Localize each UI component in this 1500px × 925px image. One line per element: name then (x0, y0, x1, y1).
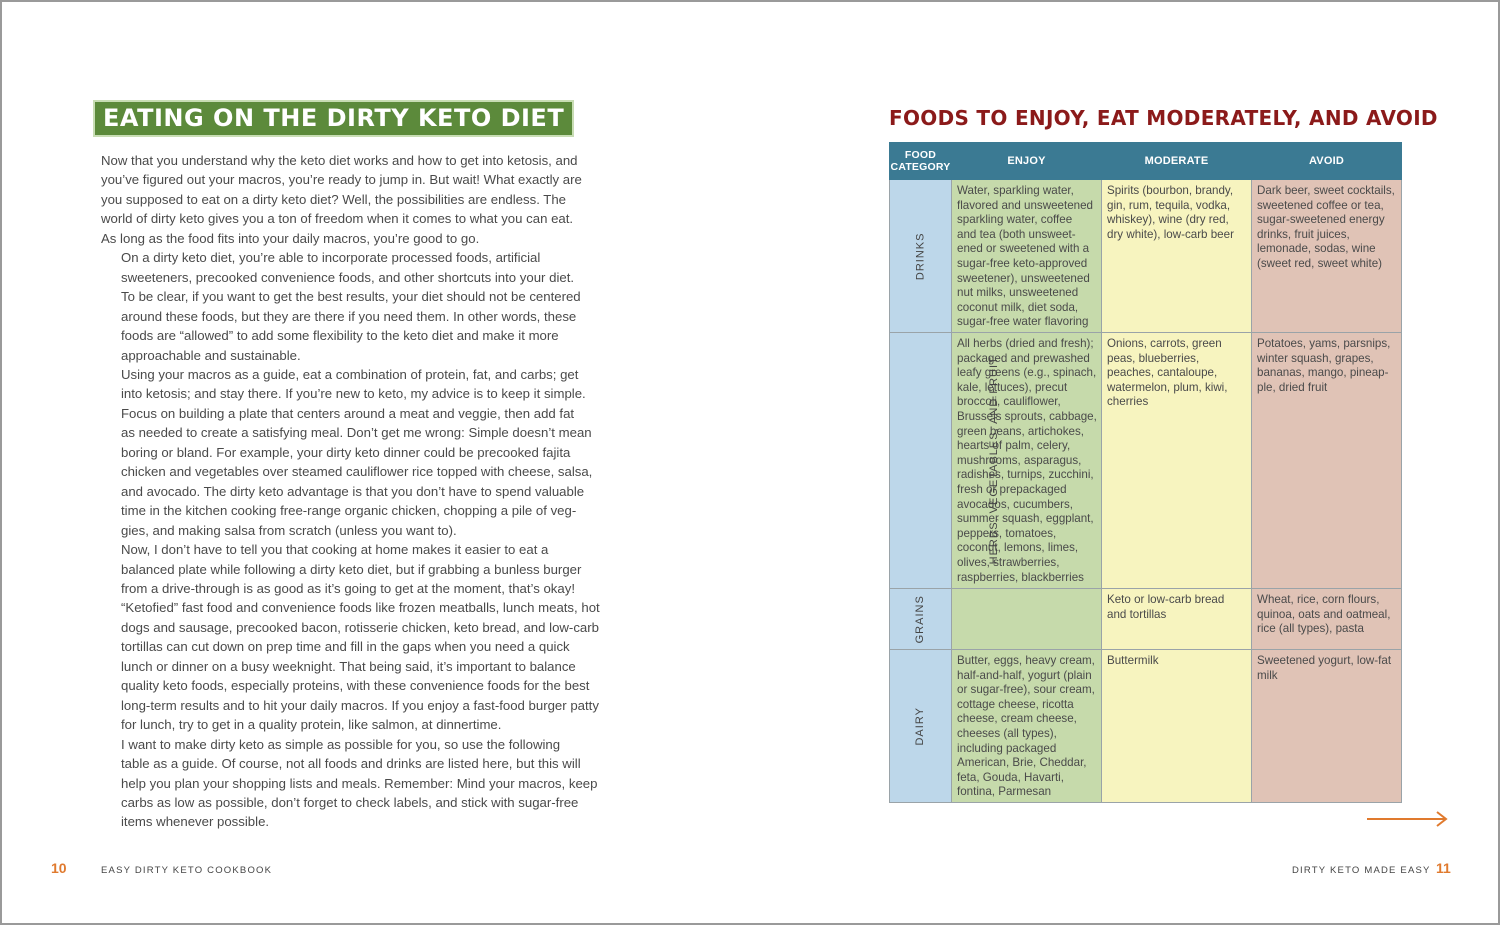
enjoy-line: cottage cheese, ricotta (957, 697, 1074, 711)
body-line: “Ketofied” fast food and convenience foods like frozen meatballs, lunch meats, hot (121, 600, 600, 616)
moderate-line: Keto or low-carb bread (1107, 593, 1225, 606)
avoid-line: lemonade, sodas, wine (1257, 242, 1376, 256)
enjoy-line: cheeses (all types), (957, 726, 1057, 740)
body-line: To be clear, if you want to get the best results, your diet should not be centered (121, 289, 581, 305)
category-cell (890, 650, 952, 803)
body-line: foods are “allowed” to add some flexibility to the keto diet and make it more (121, 328, 559, 344)
moderate-line: cherries (1107, 395, 1149, 409)
moderate-line: gin, rum, tequila, vodka, (1107, 198, 1231, 212)
enjoy-line: cheese, cream cheese, (957, 712, 1077, 726)
avoid-cell (1252, 180, 1402, 333)
enjoy-line: hearts of palm, celery, (957, 439, 1071, 453)
moderate-line: dry white), low-carb beer (1107, 227, 1234, 241)
moderate-line: Onions, carrots, green (1107, 337, 1222, 350)
enjoy-line: half-and-half, yogurt (plain (957, 668, 1092, 682)
body-line: table as a guide. Of course, not all foods and drinks are listed here, but this will (121, 756, 581, 772)
category-label: HERBS, VEGETABLES, AND FRUIT (987, 356, 1000, 565)
page-number-right: 11 (1436, 860, 1451, 876)
enjoy-line: Brussels sprouts, cabbage, (957, 409, 1097, 423)
enjoy-line: avocados, cucumbers, (957, 497, 1073, 511)
moderate-cell (1102, 650, 1252, 803)
body-line: from a drive-through is as good as it’s going to get at the moment, that’s okay! (121, 580, 575, 596)
header-moderate: MODERATE (1102, 143, 1252, 180)
body-line: for lunch, try to get in a quality protein, like salmon, at dinnertime. (121, 717, 502, 733)
header-food-category-line2: CATEGORY (890, 161, 951, 173)
avoid-line: Dark beer, sweet cocktails, (1257, 184, 1395, 197)
body-line: into ketosis; and stay there. If you’re new to keto, my advice is to keep it simple. (121, 386, 586, 402)
body-line: Focus on building a plate that centers around a meat and veggie, then add fat (121, 405, 575, 421)
moderate-line: Spirits (bourbon, brandy, (1107, 184, 1234, 197)
category-cell (890, 333, 1000, 589)
avoid-line: Potatoes, yams, parsnips, (1257, 337, 1391, 350)
body-line: time in the kitchen cooking free-range organic chicken, chopping a pile of veg- (121, 503, 577, 519)
moderate-line: peaches, cantaloupe, (1107, 366, 1218, 380)
enjoy-cell (952, 589, 1102, 650)
table-header-row (890, 143, 1402, 180)
body-line: boring or bland. For example, your dirty keto dinner could be precooked fajita (121, 444, 571, 460)
table-row (890, 333, 1402, 589)
left-page-body (101, 151, 615, 832)
enjoy-line: feta, Gouda, Havarti, (957, 770, 1064, 784)
enjoy-line: including packaged (957, 741, 1057, 755)
category-label: GRAINS (914, 594, 927, 644)
body-line: Now, I don’t have to tell you that cooking at home makes it easier to eat a (121, 542, 549, 558)
enjoy-line: sparkling water, coffee (957, 213, 1073, 227)
running-title-right: DIRTY KETO MADE EASY (1292, 865, 1431, 876)
category-cell (890, 180, 952, 333)
body-line: help you plan your shopping lists and meals. Remember: Mind your macros, keep (121, 775, 598, 791)
table-row (890, 180, 1402, 333)
avoid-line: rice (all types), pasta (1257, 622, 1364, 636)
enjoy-line: ened or sweetened with a (957, 242, 1090, 256)
page-number-left: 10 (51, 860, 67, 876)
body-line: Now that you understand why the keto diet works and how to get into ketosis, and (101, 153, 578, 168)
body-line: and avocado. The dirty keto advantage is that you don’t have to spend valuable (121, 483, 585, 499)
moderate-cell (1102, 180, 1252, 333)
enjoy-line: kale, lettuces), precut (957, 380, 1068, 394)
avoid-cell (1252, 333, 1402, 589)
body-paragraph (101, 151, 615, 248)
body-line: long-term results and to hit your daily macros. If you enjoy a fast-food burger patty (121, 697, 599, 713)
body-paragraph (101, 540, 615, 735)
body-line: chicken and vegetables over steamed cauliflower rice topped with cheese, salsa, (121, 464, 593, 480)
avoid-cell (1252, 589, 1402, 650)
enjoy-line: and tea (both unsweet- (957, 227, 1076, 241)
avoid-line: winter squash, grapes, (1257, 351, 1374, 365)
avoid-cell (1252, 650, 1402, 803)
right-arrow-icon (1367, 810, 1449, 828)
body-line: sweeteners, precooked convenience foods, and other shortcuts into your diet. (121, 269, 575, 285)
avoid-line: sugar-sweetened energy (1257, 213, 1385, 227)
enjoy-line: green beans, artichokes, (957, 424, 1084, 438)
moderate-cell (1102, 333, 1252, 589)
body-line: you supposed to eat on a dirty keto diet? Well, the possibilities are endless. The (101, 191, 567, 207)
moderate-line: watermelon, plum, kiwi, (1107, 380, 1228, 394)
body-line: world of dirty keto gives you a ton of freedom when it comes to what you can eat. (101, 211, 574, 227)
moderate-line: whiskey), wine (dry red, (1107, 213, 1229, 227)
enjoy-line: All herbs (dried and fresh); (957, 337, 1094, 350)
header-food-category-line1: FOOD (904, 149, 937, 161)
enjoy-line: Water, sparkling water, (957, 184, 1074, 197)
enjoy-line: leafy greens (e.g., spinach, (957, 366, 1097, 380)
enjoy-line: fresh or prepackaged (957, 482, 1067, 496)
table-row (890, 650, 1402, 803)
enjoy-line: sweetener), unsweetened (957, 271, 1090, 285)
body-line: approachable and sustainable. (121, 347, 301, 363)
category-label: DRINKS (914, 232, 927, 280)
body-line: Using your macros as a guide, eat a combination of protein, fat, and carbs; get (121, 366, 579, 382)
moderate-line: peas, blueberries, (1107, 351, 1200, 365)
enjoy-line: nut milks, unsweetened (957, 286, 1079, 300)
enjoy-line: packaged and prewashed (957, 351, 1090, 365)
moderate-line: Buttermilk (1107, 654, 1159, 667)
enjoy-cell (952, 333, 1102, 589)
body-line: carbs as low as possible, don’t forget to check labels, and stick with sugar-free (121, 794, 579, 810)
running-title-left: EASY DIRTY KETO COOKBOOK (101, 865, 273, 876)
enjoy-line: sugar-free water flavoring (957, 315, 1089, 329)
body-line: balanced plate while following a dirty keto diet, but if grabbing a bunless burger (121, 561, 582, 577)
enjoy-line: flavored and unsweetened (957, 198, 1094, 212)
avoid-line: milk (1257, 668, 1278, 682)
enjoy-line: coconut, lemons, limes, (957, 541, 1079, 555)
category-cell (890, 589, 952, 650)
header-avoid: AVOID (1252, 143, 1402, 180)
body-line: items whenever possible. (121, 814, 270, 830)
body-line: As long as the food fits into your daily macros, you’re good to go. (101, 230, 480, 246)
enjoy-line: American, Brie, Cheddar, (957, 756, 1087, 770)
body-line: you’ve figured out your macros, you’re ready to jump in. But wait! What exactly are (101, 172, 582, 188)
left-page-heading: EATING ON THE DIRTY KETO DIET (93, 100, 574, 137)
table-row (890, 589, 1402, 650)
category-label: DAIRY (914, 706, 927, 746)
avoid-line: bananas, mango, pineap- (1257, 366, 1389, 380)
avoid-line: Wheat, rice, corn flours, (1257, 593, 1380, 606)
body-line: tortillas can cut down on prep time and fill in the gaps when you need a quick (121, 639, 570, 655)
right-page-heading: FOODS TO ENJOY, EAT MODERATELY, AND AVOID (889, 106, 1438, 130)
body-line: around these foods, but they are there if you need them. In other words, these (121, 308, 577, 324)
body-paragraph (101, 735, 615, 832)
body-line: lunch or dinner on a busy weeknight. That being said, it’s important to balance (121, 658, 576, 674)
body-paragraph (101, 248, 615, 365)
avoid-line: ple, dried fruit (1257, 380, 1328, 394)
avoid-line: Sweetened yogurt, low-fat (1257, 654, 1392, 667)
body-line: I want to make dirty keto as simple as possible for you, so use the following (121, 736, 561, 752)
enjoy-line: olives, strawberries, (957, 555, 1060, 569)
body-line: quality keto foods, especially proteins, with these convenience foods for the best (121, 678, 590, 694)
enjoy-cell (952, 180, 1102, 333)
enjoy-line: radishes, turnips, zucchini, (957, 468, 1094, 482)
enjoy-line: mushrooms, asparagus, (957, 453, 1082, 467)
moderate-line: and tortillas (1107, 607, 1167, 621)
enjoy-line: peppers, tomatoes, (957, 526, 1057, 540)
header-enjoy: ENJOY (952, 143, 1102, 180)
avoid-line: sweetened coffee or tea, (1257, 198, 1384, 212)
enjoy-line: broccoli, cauliflower, (957, 395, 1061, 409)
avoid-line: quinoa, oats and oatmeal, (1257, 607, 1391, 621)
body-line: dogs and sausage, precooked bacon, rotisserie chicken, keto bread, and low-carb (121, 619, 599, 635)
moderate-cell (1102, 589, 1252, 650)
enjoy-line: sugar-free keto-approved (957, 256, 1088, 270)
enjoy-cell (952, 650, 1102, 803)
avoid-line: drinks, fruit juices, (1257, 227, 1350, 241)
enjoy-line: raspberries, blackberries (957, 570, 1084, 584)
body-paragraph (101, 365, 615, 540)
body-line: as needed to create a satisfying meal. Don’t get me wrong: Simple doesn’t mean (121, 425, 592, 441)
body-line: gies, and making salsa from scratch (unless you want to). (121, 522, 457, 538)
enjoy-line: coconut milk, diet soda, (957, 300, 1079, 314)
header-food-category (890, 143, 952, 180)
body-line: On a dirty keto diet, you’re able to incorporate processed foods, artificial (121, 250, 541, 266)
foods-table (889, 142, 1402, 803)
avoid-line: (sweet red, sweet white) (1257, 256, 1383, 270)
enjoy-line: Butter, eggs, heavy cream, (957, 654, 1095, 667)
enjoy-line: or sugar-free), sour cream, (957, 683, 1095, 697)
enjoy-line: fontina, Parmesan (957, 785, 1052, 799)
enjoy-line: summer squash, eggplant, (957, 512, 1094, 526)
